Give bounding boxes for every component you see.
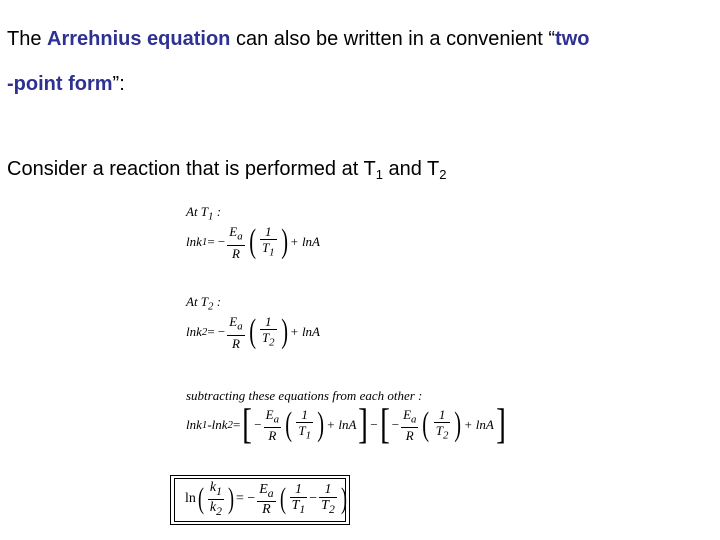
- sub-2: 2: [328, 502, 335, 516]
- sub-2: 2: [208, 300, 214, 313]
- one: 1: [260, 314, 277, 330]
- plus-lna: + lnA: [326, 417, 357, 432]
- e: E: [403, 406, 412, 422]
- paren-open: (: [279, 482, 286, 516]
- k1-over-k2: [208, 480, 224, 519]
- t: T: [435, 422, 444, 438]
- intro-line-2: [7, 73, 125, 96]
- t: T: [261, 330, 270, 345]
- r: R: [268, 428, 277, 444]
- bracket-close: ]: [495, 402, 506, 448]
- sub-a: a: [237, 320, 243, 333]
- lnk: lnk: [186, 417, 202, 432]
- plus-lna: + lnA: [289, 234, 320, 250]
- e: E: [265, 406, 274, 422]
- ea-over-r: [401, 407, 418, 444]
- t: T: [298, 422, 306, 438]
- equals-minus: = −: [207, 234, 226, 250]
- lnk: lnk: [186, 324, 202, 340]
- paren-open: (: [197, 482, 204, 516]
- t: T: [261, 240, 270, 255]
- e: E: [229, 224, 238, 239]
- colon: :: [213, 204, 222, 219]
- minus: −: [370, 417, 378, 432]
- at-t-text: At T: [186, 204, 209, 219]
- paren-close: ): [280, 223, 288, 261]
- equation-3: [186, 404, 508, 446]
- k: k: [209, 499, 217, 515]
- ea-over-r: [227, 314, 244, 351]
- paren-close: ): [317, 406, 325, 443]
- sub-1: 1: [208, 210, 214, 223]
- ea-over-r: [227, 224, 244, 261]
- sub-1: 1: [299, 502, 306, 516]
- minus-lnk: -lnk: [207, 417, 228, 432]
- sub-1: 1: [269, 246, 275, 259]
- r: R: [262, 501, 271, 517]
- paren-open: (: [248, 223, 256, 261]
- equals-minus: = −: [207, 324, 226, 340]
- paren-close: ): [454, 406, 462, 443]
- t1-subscript: 1: [375, 167, 383, 182]
- r: R: [231, 335, 240, 351]
- one: 1: [434, 407, 451, 423]
- sub-2: 2: [216, 504, 222, 518]
- t: T: [291, 497, 300, 513]
- sub-1: 1: [201, 419, 208, 431]
- paren-close: ): [280, 313, 288, 351]
- equals: =: [232, 417, 241, 432]
- one-over-t2: [319, 482, 337, 517]
- sub-1: 1: [201, 236, 208, 249]
- r: R: [231, 245, 240, 261]
- one: 1: [296, 407, 313, 423]
- plus-lna: + lnA: [289, 324, 320, 340]
- plus-lna: + lnA: [463, 417, 494, 432]
- consider-line: [7, 158, 447, 182]
- sub-1: 1: [305, 429, 311, 442]
- one: 1: [319, 482, 337, 498]
- minus-sign: −: [254, 417, 262, 432]
- intro-text-end: ”:: [112, 73, 125, 95]
- minus-sign: −: [391, 417, 400, 432]
- paren-open: (: [285, 406, 293, 443]
- equation-2: [186, 314, 320, 351]
- lnk: lnk: [186, 234, 202, 250]
- paren-open: (: [248, 313, 256, 351]
- sub-1: 1: [216, 484, 222, 498]
- e: E: [229, 314, 238, 329]
- sub-a: a: [273, 413, 280, 426]
- at-t-text: At T: [186, 294, 209, 309]
- k: k: [209, 480, 217, 495]
- e: E: [259, 481, 268, 497]
- at-t1-label: [186, 204, 221, 223]
- consider-text: Consider a reaction that is performed at T: [7, 158, 376, 180]
- bracket-open: [: [242, 402, 253, 448]
- minus: −: [309, 491, 318, 507]
- t: T: [321, 497, 329, 513]
- sub-2: 2: [201, 326, 208, 339]
- intro-text-middle: can also be written in a convenient “: [230, 28, 556, 50]
- final-equation: [185, 480, 349, 519]
- sub-2: 2: [269, 336, 275, 349]
- one-over-t2: [260, 314, 277, 351]
- t2-subscript: 2: [439, 167, 447, 182]
- paren-close: ): [227, 482, 234, 516]
- one-over-t1: [260, 224, 277, 261]
- ln: ln: [185, 491, 196, 507]
- two-term: two: [555, 28, 590, 50]
- bracket-open: [: [379, 402, 390, 448]
- paren-close: ): [340, 482, 347, 516]
- one: 1: [260, 224, 277, 240]
- paren-open: (: [422, 406, 430, 443]
- subtracting-label: subtracting these equations from each other :: [186, 388, 423, 403]
- one-over-t1: [290, 482, 308, 517]
- one: 1: [290, 482, 308, 498]
- arrhenius-equation-term: Arrehnius equation: [47, 28, 231, 50]
- equals-minus: = −: [235, 491, 256, 507]
- ea-over-r: [264, 407, 281, 444]
- consider-mid: and T: [382, 158, 440, 180]
- final-equation-box: [170, 475, 350, 525]
- sub-a: a: [237, 230, 243, 243]
- colon: :: [213, 294, 222, 309]
- intro-text: The: [7, 28, 48, 50]
- intro-line-1: [7, 28, 589, 51]
- one-over-t1: [296, 407, 313, 444]
- sub-2: 2: [227, 419, 233, 431]
- sub-a: a: [267, 486, 274, 500]
- one-over-t2: [434, 407, 451, 444]
- at-t2-label: [186, 294, 221, 313]
- bracket-close: ]: [358, 402, 369, 448]
- ea-over-r: [257, 482, 275, 517]
- equation-1: [186, 224, 320, 261]
- sub-2: 2: [443, 429, 449, 442]
- point-form-term: -point form: [7, 73, 113, 95]
- r: R: [405, 428, 414, 444]
- sub-a: a: [411, 413, 417, 426]
